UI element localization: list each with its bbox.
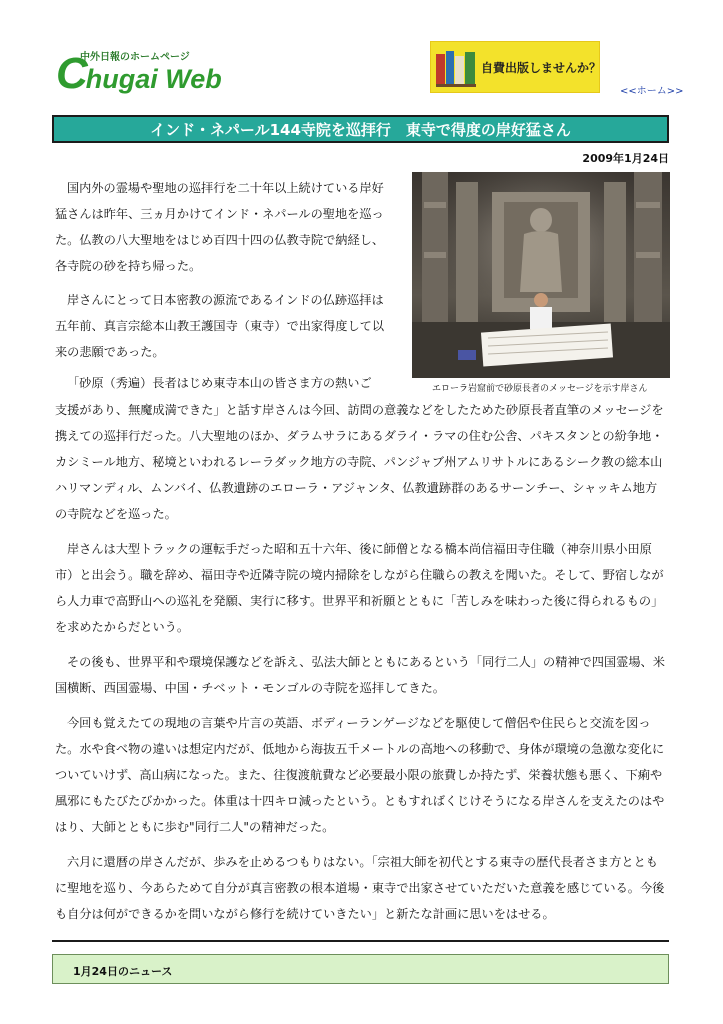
books-icon <box>435 46 477 88</box>
cave-temple-photo <box>412 172 670 378</box>
article-paragraph: 六月に還暦の岸さんだが、歩みを止めるつもりはない。「宗祖大師を初代とする東寺の歴代長者さま方とともに聖地を巡り、今あらためて自分が真言密教の根本道場・東寺で出家させていただいた意義を感じている。今後も自分は何ができるかを問いながら修行を続けていきたい」と新たな計画に思いをはせる。 <box>55 855 665 921</box>
article-title: インド・ネパール144寺院を巡拝行 東寺で得度の岸好猛さん <box>150 120 571 139</box>
logo-wordmark[interactable]: Chugai Web <box>56 49 222 98</box>
article-paragraph: 岸さんにとって日本密教の源流であるインドの仏跡巡拝は五年前、真言宗総本山教王護国寺（東寺）で出家得度して以来の悲願であった。 <box>55 293 385 359</box>
daily-news-label: 1月24日のニュース <box>73 965 173 978</box>
article-date: 2009年1月24日 <box>582 152 669 165</box>
article-paragraph: 今回も覚えたての現地の言葉や片言の英語、ボディーランゲージなどを駆使して僧侶や住民らと交流を図った。水や食べ物の違いは想定内だが、低地から海抜五千メートルの高地への移動で、身体が環境の急激な変化についていけず、高山病になった。また、往復渡航費など必要最小限の旅費しか持たず、栄養状態も悪く、下痢や風邪にもたびたびかかった。体重は十四キロ減ったという。ともすればくじけそうになる岸さんを支えたのはやはり、大師とともに歩む"同行二人"の精神だった。 <box>55 716 665 834</box>
photo-caption: エローラ岩窟前で砂原長者のメッセージを示す岸さん <box>432 384 648 394</box>
logo-subtitle: 中外日報のホームページ <box>80 52 190 63</box>
ad-banner-text: 自費出版しませんか？ <box>481 61 602 75</box>
footer-divider <box>52 940 669 942</box>
home-link[interactable]: <<ホーム>> <box>620 86 684 97</box>
article-title-bar <box>52 115 669 143</box>
article-paragraph: 「砂原（秀遍）長者はじめ東寺本山の皆さま方の熱いご <box>67 376 372 390</box>
article-paragraph: その後も、世界平和や環境保護などを訴え、弘法大師とともにあるという「同行二人」の精神で四国霊場、米国横断、西国霊場、中国・チベット・モンゴルの寺院を巡拝してきた。 <box>55 655 665 695</box>
article-paragraph: 国内外の霊場や聖地の巡拝行を二十年以上続けている岸好猛さんは昨年、三ヵ月かけてインド・ネパールの聖地を巡った。仏教の八大聖地をはじめ百四十四の仏教寺院で納経し、各寺院の砂を持ち帰った。 <box>55 181 385 273</box>
article-paragraph: 支援があり、無魔成満できた」と話す岸さんは今回、訪問の意義などをしたためた砂原長者直筆のメッセージを携えての巡拝行だった。八大聖地のほか、ダラムサラにあるダライ・ラマの住む公舎、パキスタンとの紛争地・カシミール地方、秘境といわれるレーラダック地方の寺院、パンジャブ州アムリサトルにあるシーク教の総本山ハリマンディル、ムンバイ、仏教遺跡のエローラ・アジャンタ、仏教遺跡群のあるサーンチー、シャッキム地方の寺院などを巡った。 <box>55 403 664 521</box>
daily-news-link[interactable] <box>52 954 669 984</box>
self-publishing-ad-banner[interactable] <box>430 41 600 93</box>
article-photo <box>412 172 670 378</box>
article-paragraph: 岸さんは大型トラックの運転手だった昭和五十六年、後に師僧となる橋本尚信福田寺住職（神奈川県小田原市）と出会う。職を辞め、福田寺や近隣寺院の境内掃除をしながら住職らの教えを聞いた。そして、野宿しながら人力車で高野山への巡礼を発願、実行に移す。世界平和祈願とともに「苦しみを味わった後に得られるもの」を求めたからだという。 <box>55 542 664 634</box>
